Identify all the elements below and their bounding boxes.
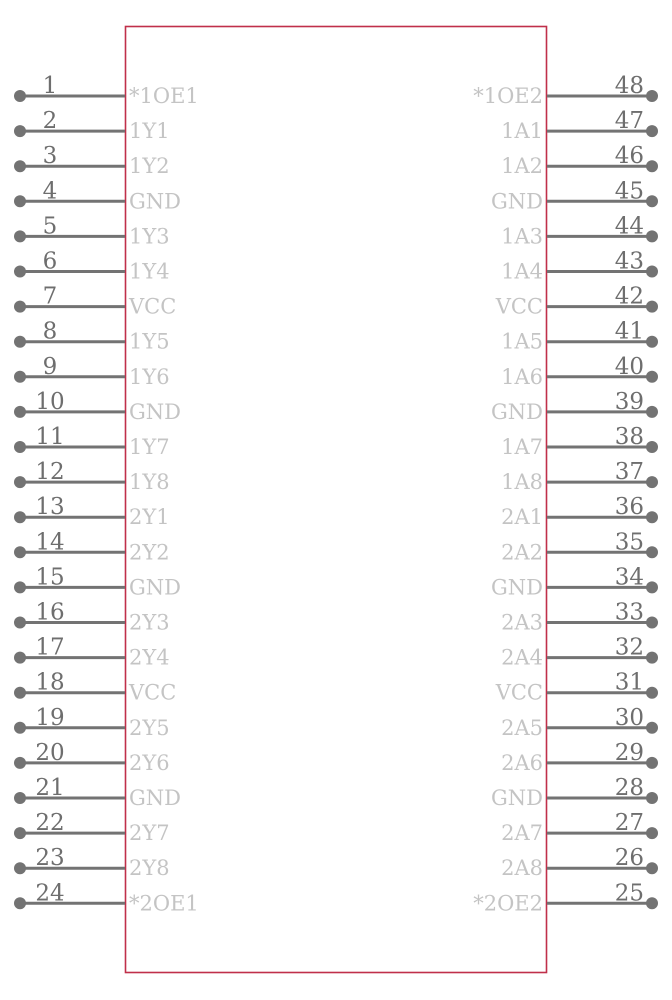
right-pin-group <box>473 73 658 915</box>
pin-name: GND <box>129 189 181 214</box>
pin-name: 2Y6 <box>129 750 170 775</box>
pin <box>501 213 658 248</box>
pin-end-dot <box>14 617 26 629</box>
pin-end-dot <box>14 195 26 207</box>
pin-end-dot <box>646 230 658 242</box>
pin-end-dot <box>14 301 26 313</box>
pin-number: 28 <box>614 775 644 801</box>
pin-end-dot <box>646 371 658 383</box>
pin-number: 32 <box>614 634 644 661</box>
pin-name: VCC <box>495 680 543 705</box>
pin-end-dot <box>646 160 658 172</box>
pin-name: 2A5 <box>501 715 543 740</box>
pin <box>14 389 181 424</box>
pin-name: 2Y5 <box>129 715 170 740</box>
pin-name: 1A7 <box>501 435 543 459</box>
pin-end-dot <box>14 441 26 453</box>
pin-name: 1Y7 <box>129 435 170 459</box>
pin-name: GND <box>129 786 181 810</box>
pin-number: 3 <box>42 143 58 170</box>
pin-end-dot <box>646 336 658 348</box>
pin <box>501 810 658 845</box>
pin-end-dot <box>14 406 26 418</box>
pin-number: 10 <box>35 388 65 415</box>
pin-name: 2A8 <box>501 856 543 881</box>
pin-number: 16 <box>35 599 65 626</box>
pin-name: 2Y8 <box>129 856 170 881</box>
pin-name: 1A3 <box>501 224 543 249</box>
pin-name: 2Y3 <box>129 610 170 635</box>
pin <box>491 564 658 599</box>
pin-end-dot <box>646 441 658 453</box>
pin-number: 29 <box>614 739 644 766</box>
pin-name: 2Y1 <box>129 505 170 530</box>
pin <box>501 108 658 143</box>
pin-number: 9 <box>42 353 58 380</box>
pin-number: 18 <box>35 669 65 696</box>
pin-name: 1Y4 <box>129 259 170 284</box>
pin-number: 23 <box>35 845 65 872</box>
pin-number: 1 <box>42 73 58 99</box>
pin-number: 38 <box>614 424 644 450</box>
pin-number: 20 <box>35 739 65 766</box>
pin-name: *1OE2 <box>473 84 543 108</box>
pin-end-dot <box>14 581 26 593</box>
pin-end-dot <box>14 897 26 909</box>
pin-number: 24 <box>35 880 65 907</box>
pin-number: 44 <box>614 213 644 240</box>
pin-name: 2A3 <box>501 610 543 635</box>
pin-number: 17 <box>35 634 65 661</box>
left-pin-group <box>14 73 199 915</box>
pin <box>14 178 181 213</box>
pin-name: 2A6 <box>501 750 543 775</box>
pin <box>14 635 170 670</box>
pin-number: 33 <box>614 599 644 626</box>
pin-name: VCC <box>495 294 543 319</box>
pin-end-dot <box>646 266 658 278</box>
pin-number: 19 <box>35 704 65 731</box>
pin-number: 27 <box>614 810 644 837</box>
pin-name: GND <box>129 399 181 424</box>
pin-number: 47 <box>614 108 644 135</box>
pin-name: GND <box>491 399 543 424</box>
pin <box>501 529 658 564</box>
pin-end-dot <box>14 160 26 172</box>
pin <box>14 494 170 529</box>
pin-end-dot <box>14 546 26 558</box>
pin-end-dot <box>646 897 658 909</box>
pin-end-dot <box>14 476 26 488</box>
pin <box>14 319 170 354</box>
pin-end-dot <box>646 792 658 804</box>
pin-number: 12 <box>35 459 65 486</box>
pin-number: 11 <box>35 424 65 450</box>
ic-body-outline <box>126 27 547 973</box>
pin-number: 22 <box>35 810 65 837</box>
pin <box>14 880 199 915</box>
pin <box>14 73 199 108</box>
pin-end-dot <box>646 581 658 593</box>
pin-name: 2A2 <box>501 540 543 565</box>
pin-number: 13 <box>35 494 65 521</box>
pin <box>501 459 658 494</box>
pin-end-dot <box>646 652 658 664</box>
pin-end-dot <box>14 125 26 137</box>
pin <box>14 564 181 599</box>
pin-number: 41 <box>614 318 644 345</box>
pin-end-dot <box>14 266 26 278</box>
pin-end-dot <box>646 195 658 207</box>
pin-number: 30 <box>614 704 644 731</box>
pin-end-dot <box>646 722 658 734</box>
pin-end-dot <box>646 476 658 488</box>
pin-name: 1Y2 <box>129 154 170 179</box>
pin <box>14 705 170 740</box>
pin-end-dot <box>14 90 26 102</box>
pin <box>14 459 170 494</box>
pin <box>14 424 170 459</box>
pin-number: 15 <box>35 564 65 591</box>
pin-name: *2OE2 <box>473 891 543 916</box>
pin <box>14 600 170 635</box>
pin <box>14 143 170 178</box>
pin <box>501 249 658 284</box>
pin-end-dot <box>14 757 26 769</box>
pin-number: 43 <box>614 248 644 275</box>
pin <box>14 108 170 143</box>
pin-number: 40 <box>614 353 644 380</box>
pin-number: 4 <box>42 178 58 205</box>
pin-end-dot <box>646 827 658 839</box>
pin-number: 25 <box>614 880 644 907</box>
pin-name: *2OE1 <box>129 891 199 916</box>
pin-end-dot <box>14 722 26 734</box>
pin <box>14 529 170 564</box>
pin-number: 45 <box>614 178 644 205</box>
pin <box>14 284 176 319</box>
pin-number: 2 <box>42 108 58 135</box>
pin-end-dot <box>14 792 26 804</box>
pin-end-dot <box>646 617 658 629</box>
pin-name: 2Y4 <box>129 645 170 670</box>
pin-end-dot <box>14 652 26 664</box>
pin-name: GND <box>491 189 543 214</box>
pin-name: *1OE1 <box>129 84 199 108</box>
pin-end-dot <box>14 862 26 874</box>
pin <box>473 73 658 108</box>
pin-end-dot <box>646 862 658 874</box>
pin-number: 46 <box>614 143 644 170</box>
pin-name: 2A7 <box>501 821 543 846</box>
pin-number: 26 <box>614 845 644 872</box>
pin <box>14 354 170 389</box>
pin-number: 36 <box>614 494 644 521</box>
pin <box>14 845 170 880</box>
pin-name: GND <box>129 575 181 600</box>
pin-name: 1Y6 <box>129 364 170 389</box>
pin <box>501 845 658 880</box>
pin-number: 48 <box>614 73 644 99</box>
pin-name: 1Y8 <box>129 470 170 495</box>
pin <box>495 670 658 705</box>
pin <box>501 740 658 775</box>
pin-number: 31 <box>614 669 644 696</box>
pin-name: 2A4 <box>501 645 543 670</box>
pin <box>501 143 658 178</box>
pin-end-dot <box>646 757 658 769</box>
pin-end-dot <box>646 90 658 102</box>
pin-name: 1A2 <box>501 154 543 179</box>
pin <box>14 775 181 810</box>
pin-number: 39 <box>614 388 644 415</box>
pin <box>495 284 658 319</box>
pin <box>473 880 658 915</box>
pin-number: 5 <box>42 213 58 240</box>
pin-number: 21 <box>35 775 65 801</box>
pin-end-dot <box>14 827 26 839</box>
pin-end-dot <box>646 546 658 558</box>
pin-end-dot <box>14 336 26 348</box>
pin <box>501 424 658 459</box>
pin-name: 2Y2 <box>129 540 170 565</box>
pin-name: GND <box>491 786 543 810</box>
pin-end-dot <box>14 230 26 242</box>
pin <box>14 213 170 248</box>
pin-number: 34 <box>614 564 644 591</box>
pin-name: 1A6 <box>501 364 543 389</box>
pin <box>501 600 658 635</box>
pin-name: 1Y5 <box>129 329 170 354</box>
pin-end-dot <box>14 511 26 523</box>
pin <box>491 389 658 424</box>
pin-number: 14 <box>35 529 65 556</box>
pin <box>501 635 658 670</box>
pin-name: 1A8 <box>501 470 543 495</box>
pin <box>14 810 170 845</box>
pin <box>14 670 176 705</box>
pin-name: 2A1 <box>501 505 543 530</box>
pin <box>491 775 658 810</box>
pin-name: GND <box>491 575 543 600</box>
pin <box>501 354 658 389</box>
pin-end-dot <box>14 687 26 699</box>
pin-name: 1A1 <box>501 119 543 144</box>
pin-number: 8 <box>42 318 58 345</box>
pin-name: 2Y7 <box>129 821 170 846</box>
pin <box>491 178 658 213</box>
pin <box>501 319 658 354</box>
pin-name: 1A4 <box>501 259 543 284</box>
pin-number: 37 <box>614 459 644 486</box>
pin-name: 1A5 <box>501 329 543 354</box>
pin-end-dot <box>14 371 26 383</box>
pin-number: 35 <box>614 529 644 556</box>
pin <box>501 705 658 740</box>
pin-name: VCC <box>129 680 177 705</box>
pin-name: 1Y3 <box>129 224 170 249</box>
pin-name: 1Y1 <box>129 119 170 144</box>
pin-end-dot <box>646 406 658 418</box>
pin-number: 6 <box>42 248 58 275</box>
pin-end-dot <box>646 125 658 137</box>
pin <box>14 249 170 284</box>
pin <box>14 740 170 775</box>
pin-end-dot <box>646 511 658 523</box>
pin-number: 42 <box>614 283 644 310</box>
pin <box>501 494 658 529</box>
pin-end-dot <box>646 687 658 699</box>
pin-number: 7 <box>42 283 58 310</box>
pin-end-dot <box>646 301 658 313</box>
pin-name: VCC <box>129 294 177 319</box>
